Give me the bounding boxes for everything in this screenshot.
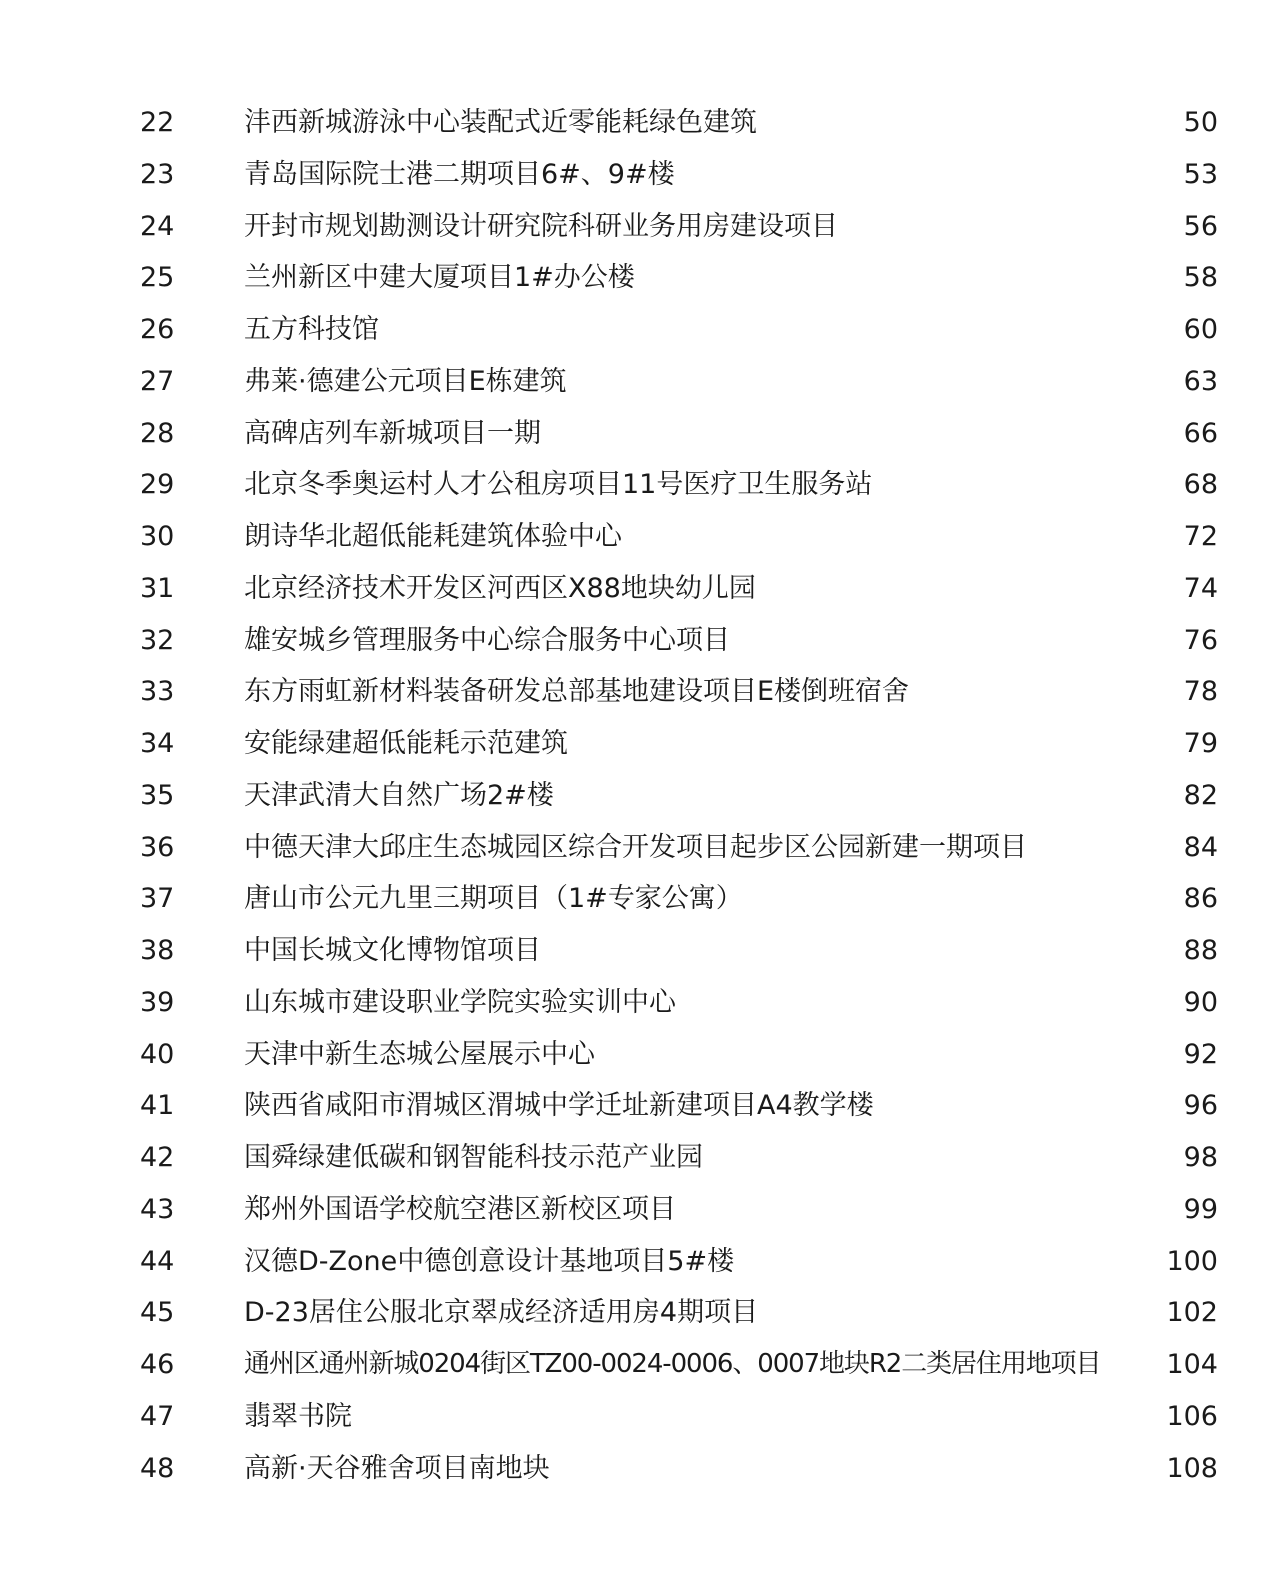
toc-row [0, 97, 1272, 149]
toc-title: 北京冬季奥运村人才公租房项目11号医疗卫生服务站 [244, 469, 873, 501]
toc-number: 44 [140, 1245, 175, 1277]
toc-page-number: 68 [1183, 469, 1218, 501]
toc-number: 39 [140, 986, 175, 1018]
toc-title: 天津武清大自然广场2#楼 [244, 779, 554, 811]
toc-title: 山东城市建设职业学院实验实训中心 [244, 986, 676, 1018]
toc-title: 高碑店列车新城项目一期 [244, 417, 541, 449]
toc-row [0, 1029, 1272, 1081]
toc-row [0, 563, 1272, 615]
toc-title: 高新·天谷雅舍项目南地块 [244, 1452, 550, 1484]
toc-page-number: 79 [1183, 728, 1218, 759]
toc-page-number: 66 [1183, 417, 1218, 449]
toc-title: 兰州新区中建大厦项目1#办公楼 [244, 262, 635, 294]
toc-row [0, 770, 1272, 822]
toc-row [0, 873, 1272, 925]
toc-number: 34 [140, 728, 175, 759]
toc-row [0, 977, 1272, 1029]
toc-row [0, 1339, 1272, 1391]
toc-page-number: 102 [1166, 1297, 1218, 1329]
toc-number: 35 [140, 779, 175, 811]
toc-number: 25 [140, 262, 175, 294]
toc-page-number: 88 [1183, 935, 1218, 966]
toc-row [0, 201, 1272, 253]
toc-page-number: 98 [1183, 1142, 1218, 1173]
toc-number: 46 [140, 1349, 175, 1380]
toc-row [0, 1443, 1272, 1495]
toc-number: 38 [140, 935, 175, 966]
toc-number: 32 [140, 624, 175, 656]
toc-number: 48 [140, 1452, 175, 1484]
toc-row [0, 822, 1272, 874]
toc-page-number: 56 [1183, 210, 1218, 242]
toc-number: 42 [140, 1142, 175, 1173]
toc-number: 37 [140, 883, 175, 915]
toc-title: 安能绿建超低能耗示范建筑 [244, 728, 568, 759]
toc-page-number: 106 [1166, 1400, 1218, 1432]
toc-row [0, 459, 1272, 511]
toc-page-number: 63 [1183, 365, 1218, 397]
toc-row [0, 666, 1272, 718]
toc-row [0, 1236, 1272, 1288]
toc-number: 43 [140, 1193, 175, 1225]
toc-title: 唐山市公元九里三期项目（1#专家公寓） [244, 883, 743, 915]
toc-page-number: 53 [1183, 158, 1218, 190]
toc-page-number: 72 [1183, 521, 1218, 552]
toc-number: 30 [140, 521, 175, 552]
toc-row [0, 615, 1272, 667]
toc-title: 中德天津大邱庄生态城园区综合开发项目起步区公园新建一期项目 [244, 831, 1027, 863]
toc-number: 24 [140, 210, 175, 242]
toc-title: D-23居住公服北京翠成经济适用房4期项目 [244, 1297, 759, 1329]
toc-page-number: 74 [1183, 572, 1218, 604]
toc-row [0, 1132, 1272, 1184]
toc-row [0, 1391, 1272, 1443]
toc-row [0, 1080, 1272, 1132]
toc-page-number: 100 [1166, 1245, 1218, 1277]
toc-number: 26 [140, 314, 175, 345]
toc-row [0, 718, 1272, 770]
toc-title: 弗莱·德建公元项目E栋建筑 [244, 365, 567, 397]
toc-row [0, 1287, 1272, 1339]
toc-row [0, 252, 1272, 304]
toc-title: 五方科技馆 [244, 314, 379, 345]
toc-title: 青岛国际院士港二期项目6#、9#楼 [244, 158, 675, 190]
toc-page-number: 90 [1183, 986, 1218, 1018]
toc-title: 中国长城文化博物馆项目 [244, 935, 541, 966]
toc-number: 33 [140, 676, 175, 708]
toc-page-number: 84 [1183, 831, 1218, 863]
toc-page-number: 86 [1183, 883, 1218, 915]
toc-page-number: 108 [1166, 1452, 1218, 1484]
toc-number: 40 [140, 1038, 175, 1070]
toc-row [0, 356, 1272, 408]
toc-number: 29 [140, 469, 175, 501]
toc-title: 通州区通州新城0204街区TZ00-0024-0006、0007地块R2二类居住用地项目 [244, 1349, 1101, 1379]
toc-title: 朗诗华北超低能耗建筑体验中心 [244, 521, 622, 552]
toc-title: 翡翠书院 [244, 1400, 352, 1432]
toc-page-number: 82 [1183, 779, 1218, 811]
toc-title: 沣西新城游泳中心装配式近零能耗绿色建筑 [244, 107, 757, 138]
toc-title: 国舜绿建低碳和钢智能科技示范产业园 [244, 1142, 703, 1173]
toc-number: 23 [140, 158, 175, 190]
toc-title: 汉德D-Zone中德创意设计基地项目5#楼 [244, 1245, 735, 1277]
toc-page-number: 58 [1183, 262, 1218, 294]
toc-number: 22 [140, 107, 175, 138]
toc-page-number: 50 [1183, 107, 1218, 138]
toc-number: 47 [140, 1400, 175, 1432]
toc-number: 31 [140, 572, 175, 604]
toc-row [0, 149, 1272, 201]
toc-number: 41 [140, 1090, 175, 1122]
toc-title: 北京经济技术开发区河西区X88地块幼儿园 [244, 572, 756, 604]
toc-page-number: 99 [1183, 1193, 1218, 1225]
toc-page-number: 92 [1183, 1038, 1218, 1070]
toc-title: 天津中新生态城公屋展示中心 [244, 1038, 595, 1070]
toc-number: 27 [140, 365, 175, 397]
toc-title: 开封市规划勘测设计研究院科研业务用房建设项目 [244, 210, 838, 242]
toc-number: 28 [140, 417, 175, 449]
toc-title: 郑州外国语学校航空港区新校区项目 [244, 1193, 676, 1225]
toc-number: 45 [140, 1297, 175, 1329]
toc-title: 陕西省咸阳市渭城区渭城中学迁址新建项目A4教学楼 [244, 1090, 874, 1122]
toc-row [0, 304, 1272, 356]
toc-row [0, 511, 1272, 563]
toc-page-number: 78 [1183, 676, 1218, 708]
toc-row [0, 925, 1272, 977]
toc-page-number: 76 [1183, 624, 1218, 656]
toc-page-number: 60 [1183, 314, 1218, 345]
toc-title: 东方雨虹新材料装备研发总部基地建设项目E楼倒班宿舍 [244, 676, 910, 708]
toc-page-number: 96 [1183, 1090, 1218, 1122]
toc-number: 36 [140, 831, 175, 863]
toc-title: 雄安城乡管理服务中心综合服务中心项目 [244, 624, 730, 656]
toc-page-number: 104 [1166, 1349, 1218, 1380]
toc-row [0, 408, 1272, 460]
toc-row [0, 1184, 1272, 1236]
table-of-contents [0, 97, 1272, 1494]
